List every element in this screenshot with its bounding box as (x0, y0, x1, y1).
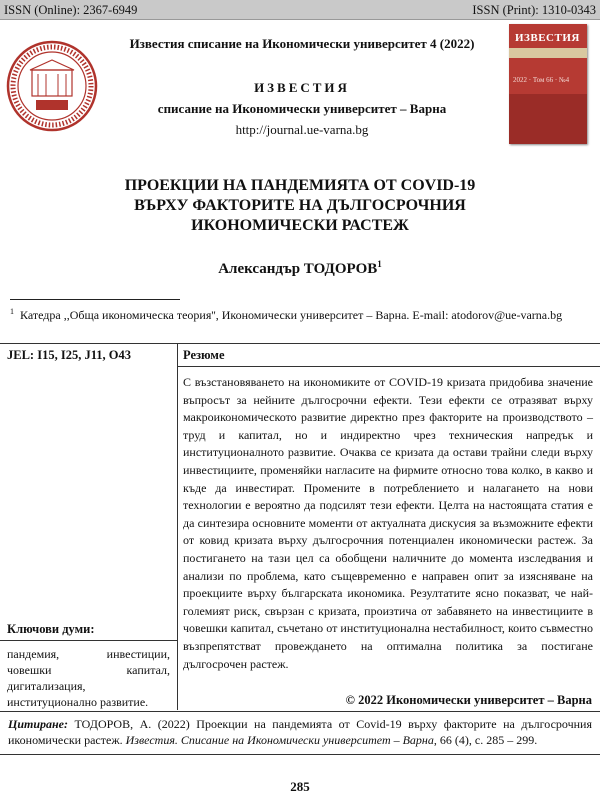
citation-text: ТОДОРОВ, А. (2022) Проекции на пандемията от Covid-19 върху факторите на дългосрочния икономически растеж. (8, 717, 592, 747)
author-name: Александър ТОДОРОВ (218, 261, 378, 277)
divider (0, 711, 600, 712)
page-number: 285 (290, 779, 310, 794)
cover-stripe (509, 48, 587, 58)
keywords-heading: Ключови думи: (7, 622, 95, 636)
column-divider (177, 344, 178, 710)
abstract-heading: Резюме (183, 348, 225, 362)
author (40, 259, 560, 278)
cover-band (509, 94, 587, 144)
cover-caption: 2022 · Том 66 · №4 (513, 76, 570, 84)
issn-online: ISSN (Online): 2367-6949 (4, 3, 138, 17)
copyright: © 2022 Икономически университет – Варна (345, 693, 592, 707)
title-line: ИКОНОМИЧЕСКИ РАСТЕЖ (191, 217, 409, 234)
article-title (40, 176, 560, 236)
title-line: ПРОЕКЦИИ НА ПАНДЕМИЯТА ОТ COVID-19 (124, 177, 476, 194)
journal-cover (509, 24, 587, 144)
footnote (10, 304, 590, 323)
journal-subtitle: списание на Икономически университет – Варна (157, 101, 447, 116)
divider (177, 366, 600, 367)
title-line: ВЪРХУ ФАКТОРИТЕ НА ДЪЛГОСРОЧНИЯ (134, 197, 466, 214)
abstract-paragraph: С възстановяването на икономиките от COVID-19 кризата придобива значение въпросът за нейните дългосрочни ефекти. Тези ефекти се отразяват върху макроикономическото развитие директно през факторите на производството – труд и капитал, но и индиректно чрез техническия напредък и институционалното развитие. Очаква се кризата да остави трайни следи върху инвестициите, променяйки нагласите на фирмите относно това колко, в какво и къде да инвестират. Промените в потреблението и налагането на нови технологии е вероятно да подсилят тези ефекти. Целта на настоящата статия е да синтезира основните моменти от актуалната дискусия за възможните ефекти от ковид кризата върху дългосрочния потенциален икономически растеж. За постигането на тази цел са обобщени наличните до момента изследвания и анализи по проблема, като същевременно е направен опит за изясняване на проекциите върху българската икономика. Резултатите ясно показват, че най-големият риск, свързан с кризата, произтича от забавянето на инвестициите в човешки капитал, съчетано от институционална нестабилност, които съвместно възпрепятстват провеждането на оптимална политика за постигане дългосрочен растеж. (183, 375, 593, 671)
issn-print: ISSN (Print): 1310-0343 (472, 3, 596, 17)
author-footnote-mark: 1 (377, 259, 382, 269)
jel-codes: JEL: I15, I25, J11, O43 (7, 348, 131, 362)
footnote-mark: 1 (10, 307, 14, 316)
university-seal-icon (6, 40, 98, 132)
cover-title: ИЗВЕСТИЯ (515, 32, 580, 44)
citation-volume: , 66 (4), с. 285 – 299. (433, 733, 538, 747)
footnote-separator (10, 299, 180, 300)
divider (0, 640, 177, 641)
divider (0, 343, 600, 344)
citation (8, 716, 592, 748)
journal-name: ИЗВЕСТИЯ (254, 80, 350, 95)
citation-journal: Известия. Списание на Икономически университет – Варна (125, 733, 434, 747)
divider (0, 754, 600, 755)
journal-issue-line: Известия списание на Икономически университет 4 (2022) (129, 36, 475, 51)
abstract-text (183, 374, 593, 673)
citation-label: Цитиране: (8, 717, 68, 731)
issn-bar (0, 0, 600, 20)
journal-url[interactable]: http://journal.ue-varna.bg (235, 122, 369, 137)
keywords-list: пандемия, инвестиции, човешки капитал, дигитализация, институционално развитие. (7, 647, 170, 709)
footnote-text: Катедра ,,Обща икономическа теория'', Икономически университет – Варна. E-mail: atodorov@ue-varna.bg (20, 308, 563, 322)
